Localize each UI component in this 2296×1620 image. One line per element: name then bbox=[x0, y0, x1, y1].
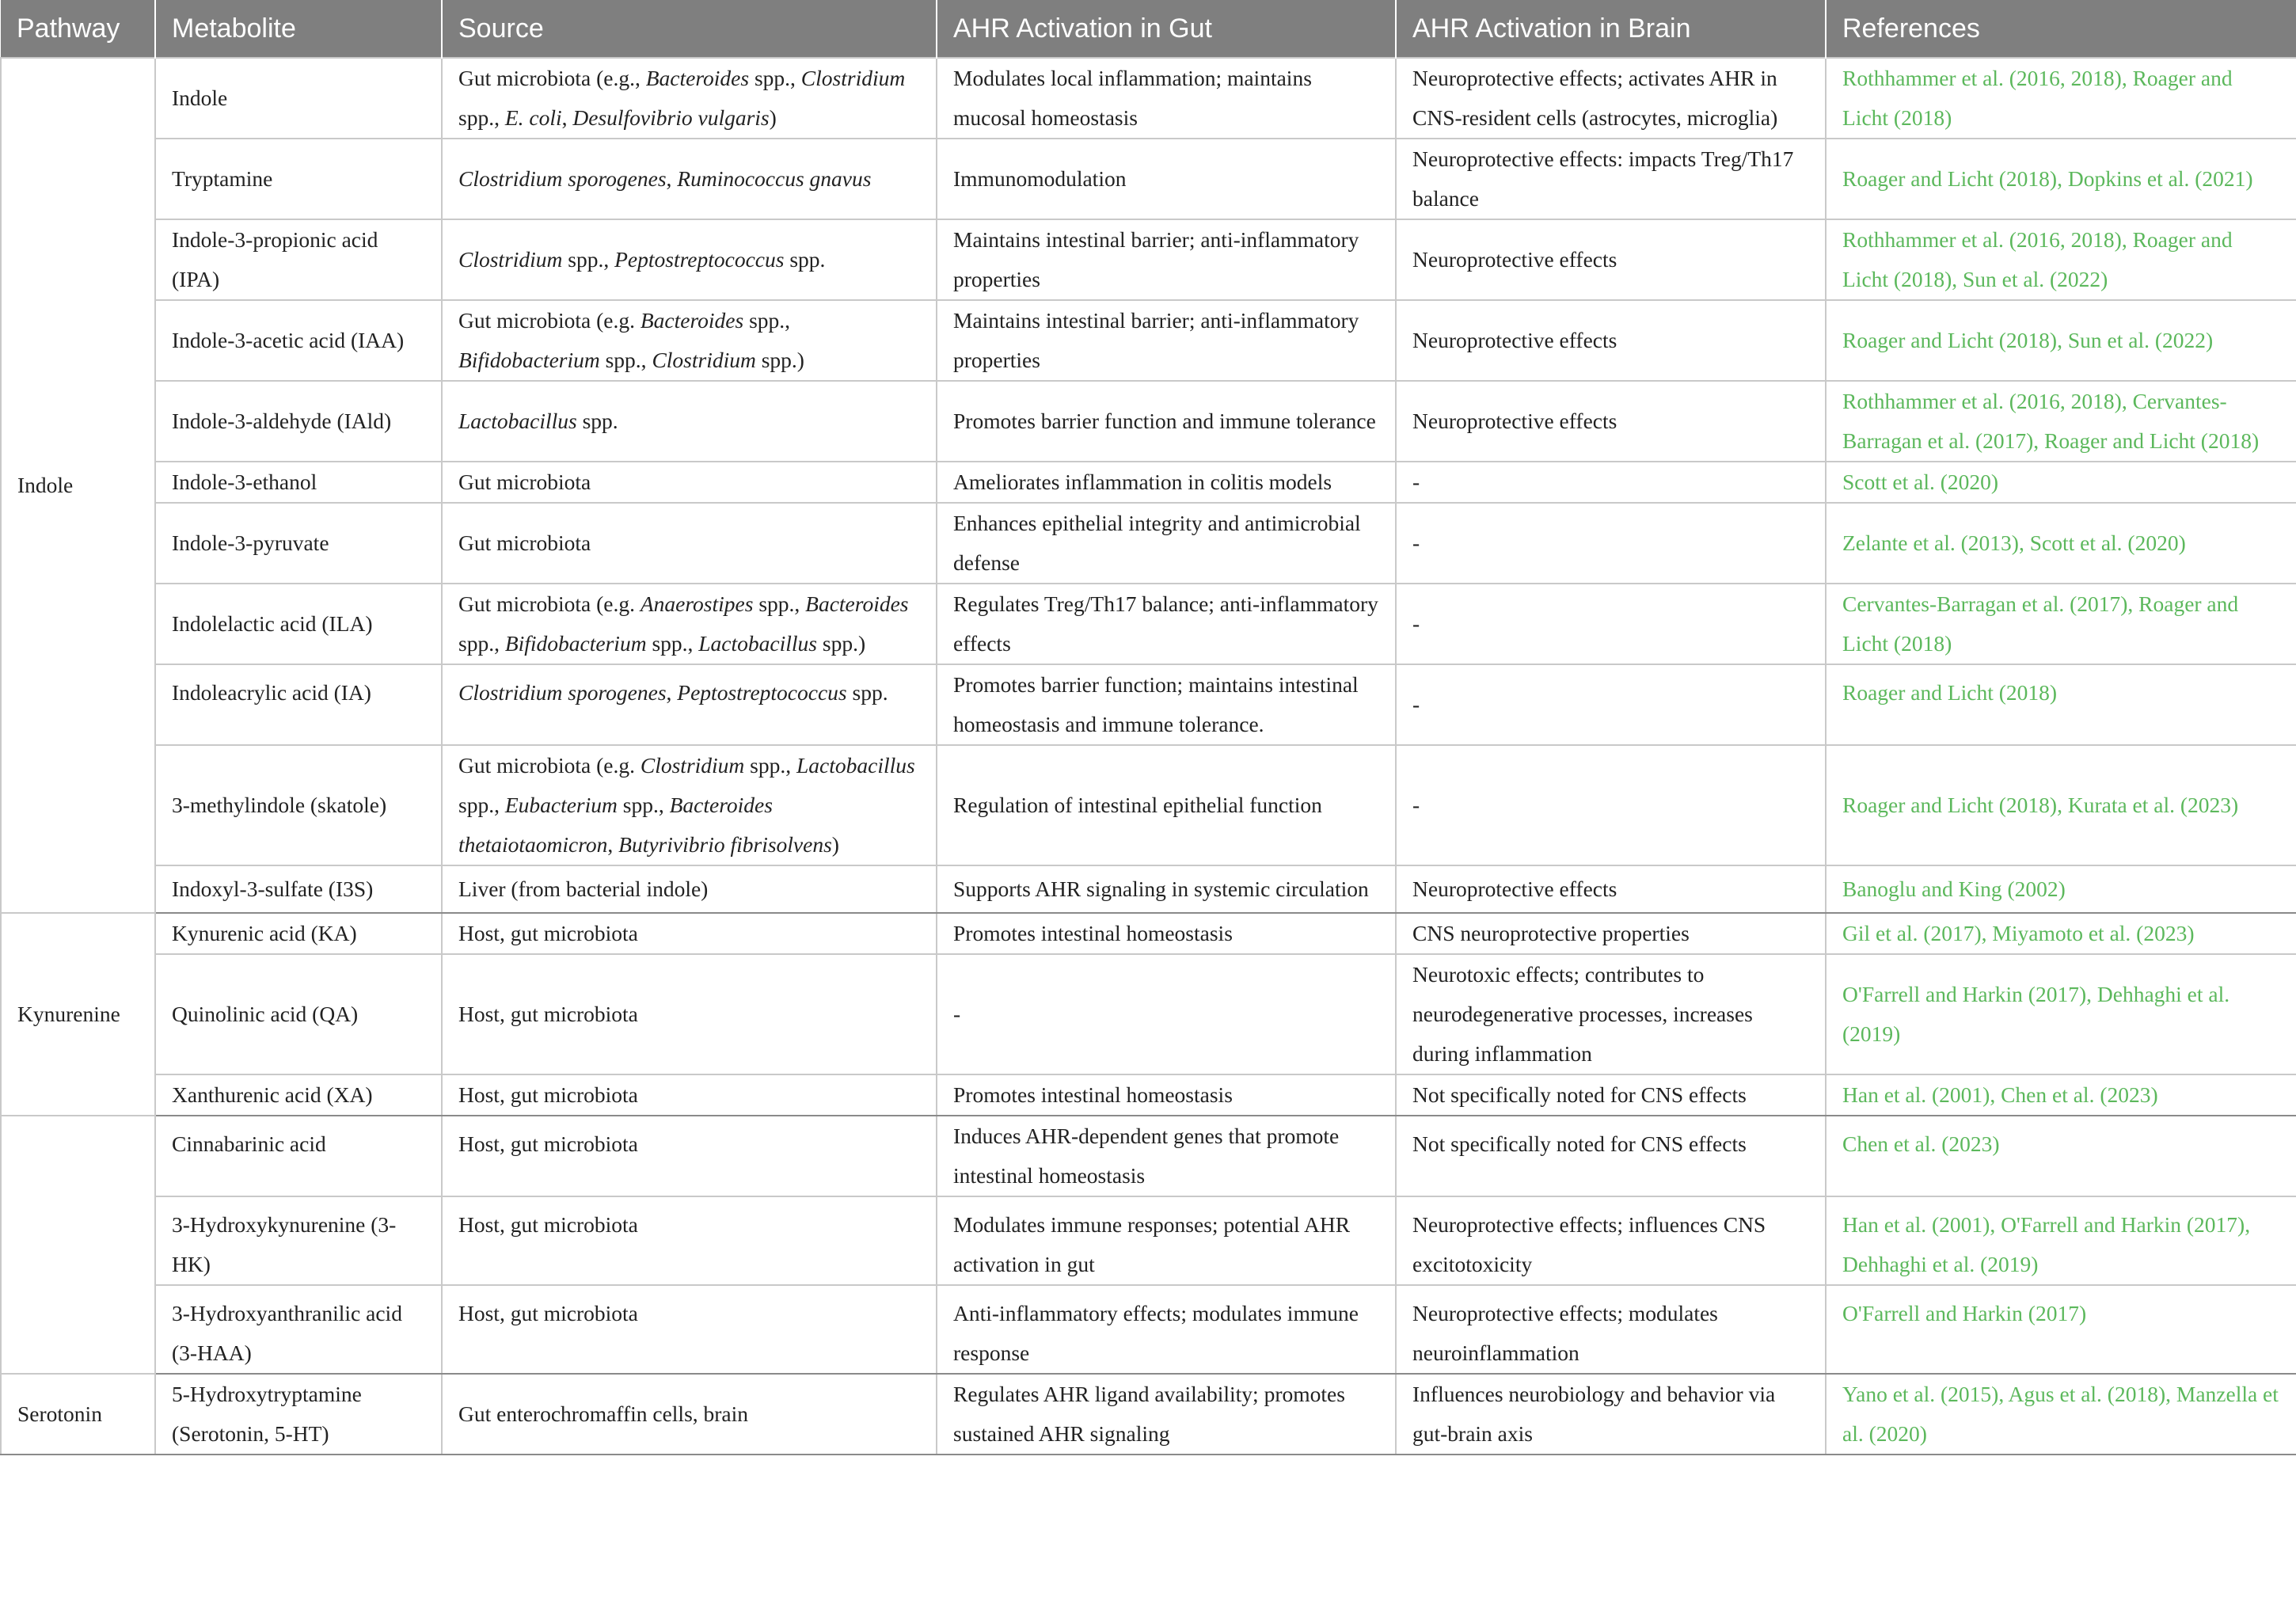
source-cell bbox=[442, 1196, 937, 1285]
source-text: spp., bbox=[458, 631, 505, 656]
table-row bbox=[1, 1374, 2296, 1455]
references-cell[interactable]: Gil et al. (2017), Miyamoto et al. (2023) bbox=[1826, 913, 2296, 954]
pathway-cell bbox=[1, 1116, 155, 1374]
ahr-gut-cell: Regulation of intestinal epithelial function bbox=[937, 745, 1396, 865]
ahr-gut-cell: Immunomodulation bbox=[937, 139, 1396, 219]
organism-name: Clostridium bbox=[458, 247, 563, 272]
references-cell[interactable]: Roager and Licht (2018), Sun et al. (2022) bbox=[1826, 300, 2296, 381]
source-cell bbox=[442, 865, 937, 913]
organism-name: Bacteroides bbox=[805, 591, 909, 616]
source-text: Gut microbiota (e.g., bbox=[458, 66, 646, 90]
references-cell[interactable]: Han et al. (2001), Chen et al. (2023) bbox=[1826, 1074, 2296, 1116]
source-text: Gut microbiota (e.g. bbox=[458, 753, 641, 778]
source-text: Host, gut microbiota bbox=[458, 921, 638, 946]
source-text: spp., bbox=[753, 591, 806, 616]
organism-name: Ruminococcus gnavus bbox=[677, 166, 872, 191]
organism-name: Bacteroides thetaiotaomicron bbox=[458, 793, 773, 857]
metabolite-cell: Kynurenic acid (KA) bbox=[155, 913, 442, 954]
ahr-gut-cell: Modulates local inflammation; maintains mucosal homeostasis bbox=[937, 58, 1396, 139]
header-pathway: Pathway bbox=[1, 0, 155, 58]
ahr-brain-cell: - bbox=[1396, 745, 1826, 865]
organism-name: Eubacterium bbox=[504, 793, 618, 817]
ahr-gut-cell: Regulates Treg/Th17 balance; anti-inflammatory effects bbox=[937, 584, 1396, 664]
pathway-cell: Indole bbox=[1, 58, 155, 913]
metabolite-cell: Indolelactic acid (ILA) bbox=[155, 584, 442, 664]
organism-name: Desulfovibrio vulgaris bbox=[572, 105, 770, 130]
organism-name: E. coli bbox=[504, 105, 562, 130]
source-text: Host, gut microbiota bbox=[458, 1082, 638, 1108]
source-cell bbox=[442, 300, 937, 381]
ahr-gut-cell: Ameliorates inflammation in colitis models bbox=[937, 462, 1396, 503]
source-text: ) bbox=[769, 105, 777, 130]
references-cell[interactable]: Rothhammer et al. (2016, 2018), Cervantes-Barragan et al. (2017), Roager and Licht (2018) bbox=[1826, 381, 2296, 462]
source-cell bbox=[442, 58, 937, 139]
source-cell bbox=[442, 913, 937, 954]
table-row bbox=[1, 584, 2296, 664]
organism-name: Clostridium bbox=[800, 66, 906, 90]
references-cell[interactable]: Rothhammer et al. (2016, 2018), Roager and Licht (2018) bbox=[1826, 58, 2296, 139]
ahr-brain-cell: Neuroprotective effects; modulates neuroinflammation bbox=[1396, 1285, 1826, 1374]
table-body bbox=[1, 58, 2296, 1455]
ahr-brain-cell: Neuroprotective effects: impacts Treg/Th17 balance bbox=[1396, 139, 1826, 219]
table-row bbox=[1, 381, 2296, 462]
organism-name: Bacteroides bbox=[640, 308, 744, 333]
metabolite-cell: Indoxyl-3-sulfate (I3S) bbox=[155, 865, 442, 913]
source-text: , bbox=[607, 832, 619, 857]
source-text: spp. bbox=[784, 247, 826, 272]
organism-name: Lactobacillus bbox=[698, 631, 817, 656]
references-cell[interactable]: Chen et al. (2023) bbox=[1826, 1116, 2296, 1196]
table-row bbox=[1, 1074, 2296, 1116]
source-text: , bbox=[666, 680, 678, 705]
source-cell bbox=[442, 1116, 937, 1196]
source-text: spp.) bbox=[817, 631, 866, 656]
references-cell[interactable]: Cervantes-Barragan et al. (2017), Roager and Licht (2018) bbox=[1826, 584, 2296, 664]
source-text: spp., bbox=[743, 308, 791, 333]
ahr-brain-cell: Neuroprotective effects bbox=[1396, 381, 1826, 462]
table-row bbox=[1, 1285, 2296, 1374]
ahr-gut-cell: - bbox=[937, 954, 1396, 1074]
ahr-gut-cell: Modulates immune responses; potential AHR activation in gut bbox=[937, 1196, 1396, 1285]
metabolite-cell: Xanthurenic acid (XA) bbox=[155, 1074, 442, 1116]
ahr-gut-cell: Anti-inflammatory effects; modulates immune response bbox=[937, 1285, 1396, 1374]
source-text: , bbox=[666, 166, 678, 191]
ahr-brain-cell: Influences neurobiology and behavior via gut-brain axis bbox=[1396, 1374, 1826, 1455]
references-cell[interactable]: Roager and Licht (2018), Dopkins et al. (2021) bbox=[1826, 139, 2296, 219]
references-cell[interactable]: O'Farrell and Harkin (2017), Dehhaghi et al. (2019) bbox=[1826, 954, 2296, 1074]
metabolite-cell: 5-Hydroxytryptamine (Serotonin, 5-HT) bbox=[155, 1374, 442, 1455]
source-text: spp., bbox=[749, 66, 801, 90]
metabolite-cell: 3-Hydroxykynurenine (3-HK) bbox=[155, 1196, 442, 1285]
source-text: spp., bbox=[744, 753, 796, 778]
references-cell[interactable]: Roager and Licht (2018), Kurata et al. (2023) bbox=[1826, 745, 2296, 865]
source-text: spp., bbox=[458, 105, 505, 130]
ahr-gut-cell: Promotes intestinal homeostasis bbox=[937, 1074, 1396, 1116]
source-text: spp., bbox=[562, 247, 615, 272]
references-cell[interactable]: Roager and Licht (2018) bbox=[1826, 664, 2296, 745]
references-cell[interactable]: Zelante et al. (2013), Scott et al. (2020) bbox=[1826, 503, 2296, 584]
organism-name: Bifidobacterium bbox=[458, 348, 600, 372]
ahr-gut-cell: Promotes intestinal homeostasis bbox=[937, 913, 1396, 954]
ahr-brain-cell: - bbox=[1396, 584, 1826, 664]
ahr-gut-cell: Supports AHR signaling in systemic circulation bbox=[937, 865, 1396, 913]
source-text: spp. bbox=[846, 680, 888, 705]
source-text: spp. bbox=[576, 409, 618, 433]
references-cell[interactable]: Scott et al. (2020) bbox=[1826, 462, 2296, 503]
table-row bbox=[1, 219, 2296, 300]
table-row bbox=[1, 913, 2296, 954]
source-cell bbox=[442, 503, 937, 584]
source-text: Liver (from bacterial indole) bbox=[458, 877, 709, 902]
ahr-brain-cell: - bbox=[1396, 462, 1826, 503]
organism-name: Lactobacillus bbox=[458, 409, 577, 433]
pathway-cell: Kynurenine bbox=[1, 913, 155, 1116]
ahr-brain-cell: Neuroprotective effects bbox=[1396, 219, 1826, 300]
ahr-gut-cell: Promotes barrier function; maintains intestinal homeostasis and immune tolerance. bbox=[937, 664, 1396, 745]
source-text: spp.) bbox=[755, 348, 804, 372]
ahr-gut-cell: Enhances epithelial integrity and antimicrobial defense bbox=[937, 503, 1396, 584]
organism-name: Peptostreptococcus bbox=[614, 247, 785, 272]
source-text: , bbox=[561, 105, 573, 130]
ahr-brain-cell: Not specifically noted for CNS effects bbox=[1396, 1074, 1826, 1116]
ahr-brain-cell: Neuroprotective effects; activates AHR in CNS-resident cells (astrocytes, microglia) bbox=[1396, 58, 1826, 139]
ahr-gut-cell: Regulates AHR ligand availability; promotes sustained AHR signaling bbox=[937, 1374, 1396, 1455]
organism-name: Bifidobacterium bbox=[504, 631, 647, 656]
metabolite-cell: Indole-3-pyruvate bbox=[155, 503, 442, 584]
references-cell[interactable]: Han et al. (2001), O'Farrell and Harkin (2017), Dehhaghi et al. (2019) bbox=[1826, 1196, 2296, 1285]
metabolite-cell: Quinolinic acid (QA) bbox=[155, 954, 442, 1074]
organism-name: Lactobacillus bbox=[796, 753, 915, 778]
source-cell bbox=[442, 745, 937, 865]
metabolite-cell: 3-methylindole (skatole) bbox=[155, 745, 442, 865]
source-cell bbox=[442, 462, 937, 503]
metabolite-cell: Indole bbox=[155, 58, 442, 139]
source-text: Gut microbiota (e.g. bbox=[458, 308, 641, 333]
source-cell bbox=[442, 381, 937, 462]
source-cell bbox=[442, 139, 937, 219]
organism-name: Anaerostipes bbox=[640, 591, 754, 616]
ahr-brain-cell: Not specifically noted for CNS effects bbox=[1396, 1116, 1826, 1196]
references-cell[interactable]: O'Farrell and Harkin (2017) bbox=[1826, 1285, 2296, 1374]
header-metabolite: Metabolite bbox=[155, 0, 442, 58]
metabolite-cell: Indole-3-propionic acid (IPA) bbox=[155, 219, 442, 300]
table-row bbox=[1, 664, 2296, 745]
source-cell bbox=[442, 219, 937, 300]
ahr-gut-cell: Promotes barrier function and immune tolerance bbox=[937, 381, 1396, 462]
organism-name: Peptostreptococcus bbox=[677, 680, 847, 705]
organism-name: Butyrivibrio fibrisolvens bbox=[618, 832, 832, 857]
ahr-gut-cell: Maintains intestinal barrier; anti-inflammatory properties bbox=[937, 300, 1396, 381]
source-cell bbox=[442, 584, 937, 664]
pathway-cell: Serotonin bbox=[1, 1374, 155, 1455]
source-text: spp., bbox=[599, 348, 652, 372]
organism-name: Bacteroides bbox=[645, 66, 750, 90]
metabolite-cell: Cinnabarinic acid bbox=[155, 1116, 442, 1196]
table-row bbox=[1, 954, 2296, 1074]
table-row bbox=[1, 58, 2296, 139]
source-text: spp., bbox=[646, 631, 699, 656]
ahr-brain-cell: Neurotoxic effects; contributes to neurodegenerative processes, increases during inflammation bbox=[1396, 954, 1826, 1074]
ahr-gut-cell: Induces AHR-dependent genes that promote intestinal homeostasis bbox=[937, 1116, 1396, 1196]
source-cell bbox=[442, 1285, 937, 1374]
table-row bbox=[1, 503, 2296, 584]
ahr-brain-cell: CNS neuroprotective properties bbox=[1396, 913, 1826, 954]
source-text: Gut enterochromaffin cells, brain bbox=[458, 1401, 749, 1427]
source-text: spp., bbox=[617, 793, 670, 817]
table-row bbox=[1, 1116, 2296, 1196]
table-row bbox=[1, 462, 2296, 503]
references-cell[interactable]: Yano et al. (2015), Agus et al. (2018), Manzella et al. (2020) bbox=[1826, 1374, 2296, 1455]
source-cell bbox=[442, 1374, 937, 1455]
metabolite-cell: Indoleacrylic acid (IA) bbox=[155, 664, 442, 745]
source-text: Host, gut microbiota bbox=[458, 1002, 638, 1027]
header-source: Source bbox=[442, 0, 937, 58]
header-references: References bbox=[1826, 0, 2296, 58]
source-text: Host, gut microbiota bbox=[458, 1131, 638, 1157]
source-text: spp., bbox=[458, 793, 505, 817]
source-cell bbox=[442, 664, 937, 745]
table-row bbox=[1, 1196, 2296, 1285]
ahr-gut-cell: Maintains intestinal barrier; anti-inflammatory properties bbox=[937, 219, 1396, 300]
organism-name: Clostridium sporogenes bbox=[458, 166, 667, 191]
header-ahr-gut: AHR Activation in Gut bbox=[937, 0, 1396, 58]
header-row bbox=[1, 0, 2296, 58]
header-ahr-brain: AHR Activation in Brain bbox=[1396, 0, 1826, 58]
ahr-brain-cell: Neuroprotective effects bbox=[1396, 300, 1826, 381]
ahr-brain-cell: Neuroprotective effects bbox=[1396, 865, 1826, 913]
organism-name: Clostridium bbox=[640, 753, 745, 778]
ahr-brain-cell: - bbox=[1396, 664, 1826, 745]
organism-name: Clostridium bbox=[652, 348, 756, 372]
table-row bbox=[1, 300, 2296, 381]
source-text: Host, gut microbiota bbox=[458, 1212, 638, 1238]
metabolite-cell: Indole-3-aldehyde (IAld) bbox=[155, 381, 442, 462]
source-text: Gut microbiota bbox=[458, 470, 591, 494]
table-row bbox=[1, 865, 2296, 913]
references-cell[interactable]: Rothhammer et al. (2016, 2018), Roager and Licht (2018), Sun et al. (2022) bbox=[1826, 219, 2296, 300]
table-header bbox=[1, 0, 2296, 58]
source-text: Host, gut microbiota bbox=[458, 1301, 638, 1326]
source-text: Gut microbiota bbox=[458, 530, 591, 555]
ahr-brain-cell: - bbox=[1396, 503, 1826, 584]
organism-name: Clostridium sporogenes bbox=[458, 680, 667, 705]
metabolite-cell: Indole-3-acetic acid (IAA) bbox=[155, 300, 442, 381]
source-text: ) bbox=[831, 832, 839, 857]
metabolite-cell: 3-Hydroxyanthranilic acid (3-HAA) bbox=[155, 1285, 442, 1374]
source-cell bbox=[442, 954, 937, 1074]
references-cell[interactable]: Banoglu and King (2002) bbox=[1826, 865, 2296, 913]
metabolite-cell: Tryptamine bbox=[155, 139, 442, 219]
table-row bbox=[1, 745, 2296, 865]
source-text: Gut microbiota (e.g. bbox=[458, 591, 641, 616]
ahr-brain-cell: Neuroprotective effects; influences CNS excitotoxicity bbox=[1396, 1196, 1826, 1285]
table-row bbox=[1, 139, 2296, 219]
source-cell bbox=[442, 1074, 937, 1116]
metabolite-cell: Indole-3-ethanol bbox=[155, 462, 442, 503]
